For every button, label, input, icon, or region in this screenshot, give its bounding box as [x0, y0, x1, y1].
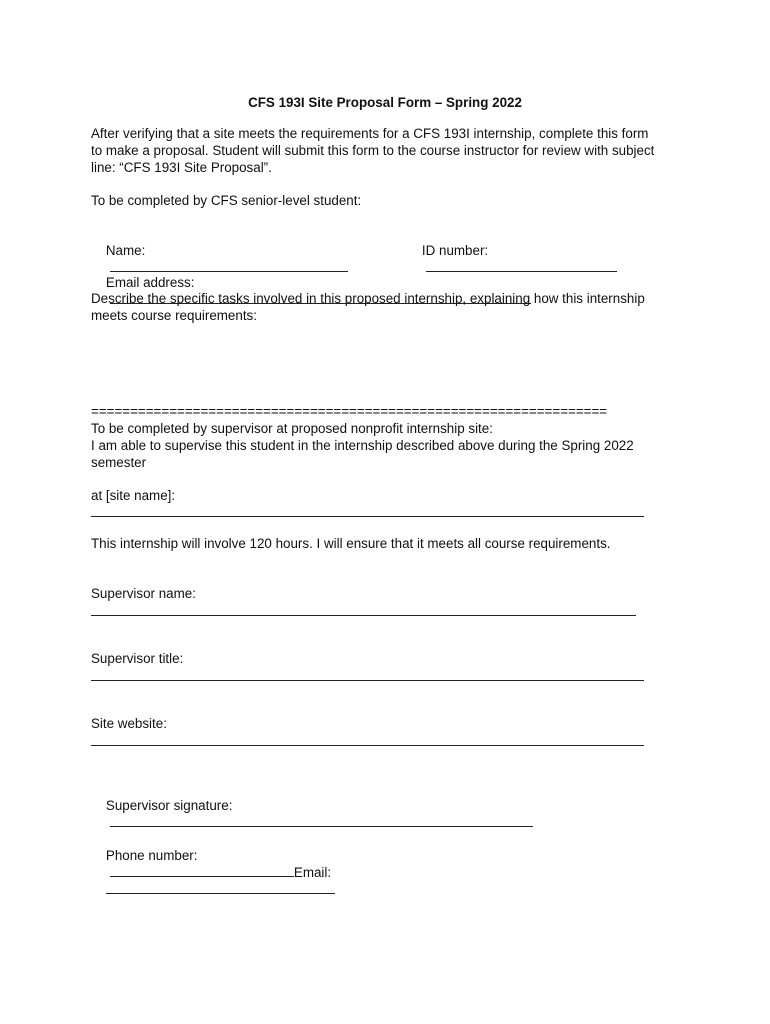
supervisor-title-label: Supervisor title: [91, 651, 184, 666]
student-id-label: ID number: [421, 243, 489, 258]
student-name-label: Name: [105, 243, 146, 258]
supervisor-name-field[interactable] [91, 615, 636, 616]
contact-row [91, 830, 335, 915]
intro-line-1: After verifying that a site meets the requirements for a CFS 193I internship, complete this form [91, 126, 649, 141]
supervisor-name-label: Supervisor name: [91, 586, 196, 601]
student-email-label: Email address: [105, 275, 195, 290]
form-title: CFS 193I Site Proposal Form – Spring 2022 [248, 95, 522, 110]
supervisor-email-field[interactable] [106, 881, 335, 894]
supervisor-statement-line-1: I am able to supervise this student in the internship described above during the Spring 2022 [91, 438, 634, 453]
supervisor-email-label: Email: [293, 865, 332, 880]
intro-line-2: to make a proposal. Student will submit this form to the course instructor for review with subject [91, 143, 655, 158]
hours-statement: This internship will involve 120 hours. I will ensure that it meets all course requirements. [91, 536, 611, 551]
phone-label: Phone number: [105, 848, 198, 863]
site-website-field[interactable] [91, 745, 644, 746]
site-name-label: at [site name]: [91, 488, 176, 503]
describe-tasks-line-1: Describe the specific tasks involved in this proposed internship, explaining how this internship [91, 291, 645, 306]
intro-line-3: line: “CFS 193I Site Proposal”. [91, 160, 272, 175]
supervisor-section-heading: To be completed by supervisor at proposed nonprofit internship site: [91, 421, 493, 436]
describe-tasks-line-2: meets course requirements: [91, 308, 257, 323]
student-section-heading: To be completed by CFS senior-level student: [91, 193, 362, 208]
section-separator: ================================================================== [91, 404, 608, 419]
phone-field[interactable] [110, 864, 294, 877]
supervisor-signature-label: Supervisor signature: [105, 798, 233, 813]
site-website-label: Site website: [91, 716, 167, 731]
supervisor-statement-line-2: semester [91, 455, 147, 470]
supervisor-signature-field[interactable] [110, 814, 533, 827]
supervisor-title-field[interactable] [91, 680, 644, 681]
site-name-field[interactable] [91, 516, 644, 517]
